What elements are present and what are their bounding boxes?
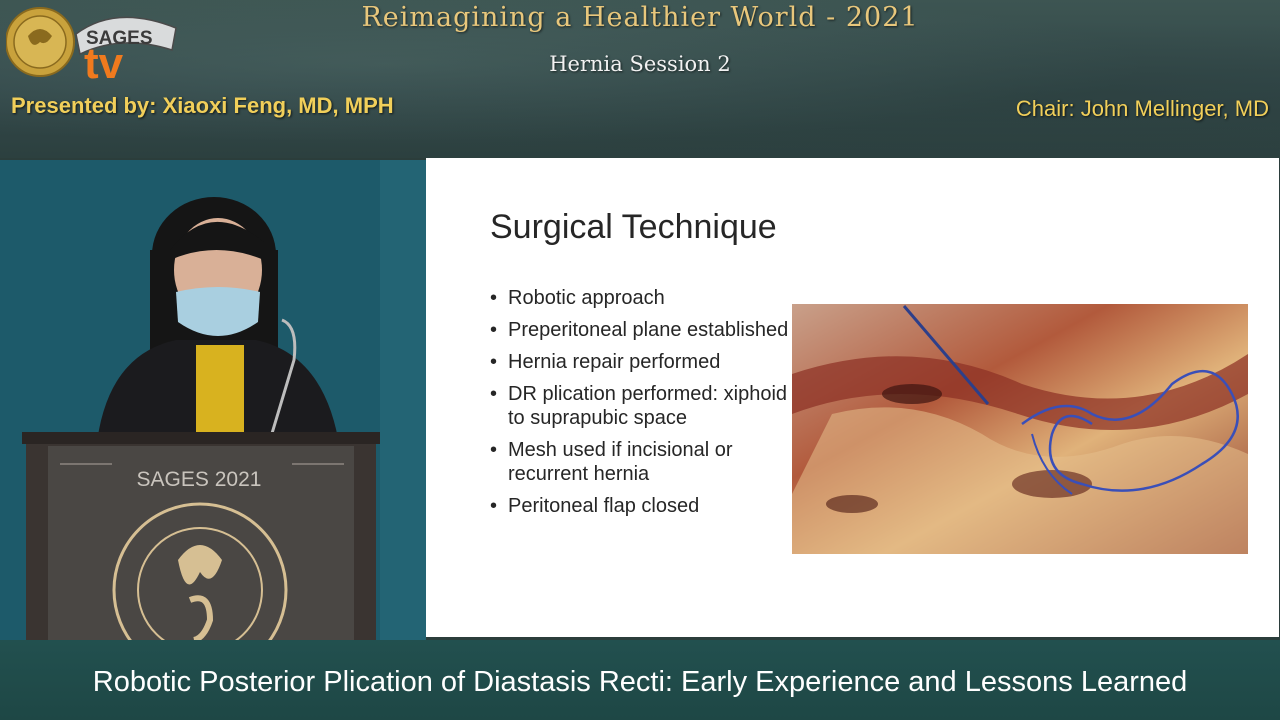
- slide-bullet-list: [490, 286, 790, 526]
- slide-bullet: • Preperitoneal plane established: [490, 318, 790, 342]
- presenter-name: Presented by: Xiaoxi Feng, MD, MPH: [11, 93, 394, 118]
- surgical-field-photo: [792, 304, 1248, 554]
- podium-label: SAGES 2021: [136, 468, 262, 491]
- broadcast-header: [0, 0, 1280, 158]
- talk-title-caption: Robotic Posterior Plication of Diastasis Recti: Early Experience and Lessons Learned: [92, 666, 1188, 698]
- chair-name: Chair: John Mellinger, MD: [1015, 96, 1269, 121]
- presentation-slide: [426, 158, 1279, 637]
- slide-bullet: • Hernia repair performed: [490, 350, 790, 374]
- slide-bullet: • Peritoneal flap closed: [490, 494, 790, 518]
- caption-bar: [0, 640, 1280, 720]
- event-title: Reimagining a Healthier World - 2021: [361, 2, 919, 33]
- logo-brand-text: SAGES: [86, 28, 153, 49]
- session-title: Hernia Session 2: [549, 52, 731, 76]
- slide-bullet: • Mesh used if incisional or recurrent hernia: [490, 438, 790, 486]
- logo-tv-text: tv: [84, 39, 124, 82]
- speaker-video: [0, 160, 426, 640]
- slide-title: Surgical Technique: [490, 208, 777, 246]
- speaker-video-scene: [0, 160, 426, 640]
- slide-bullet: • DR plication performed: xiphoid to suprapubic space: [490, 382, 790, 430]
- slide-bullet: • Robotic approach: [490, 286, 790, 310]
